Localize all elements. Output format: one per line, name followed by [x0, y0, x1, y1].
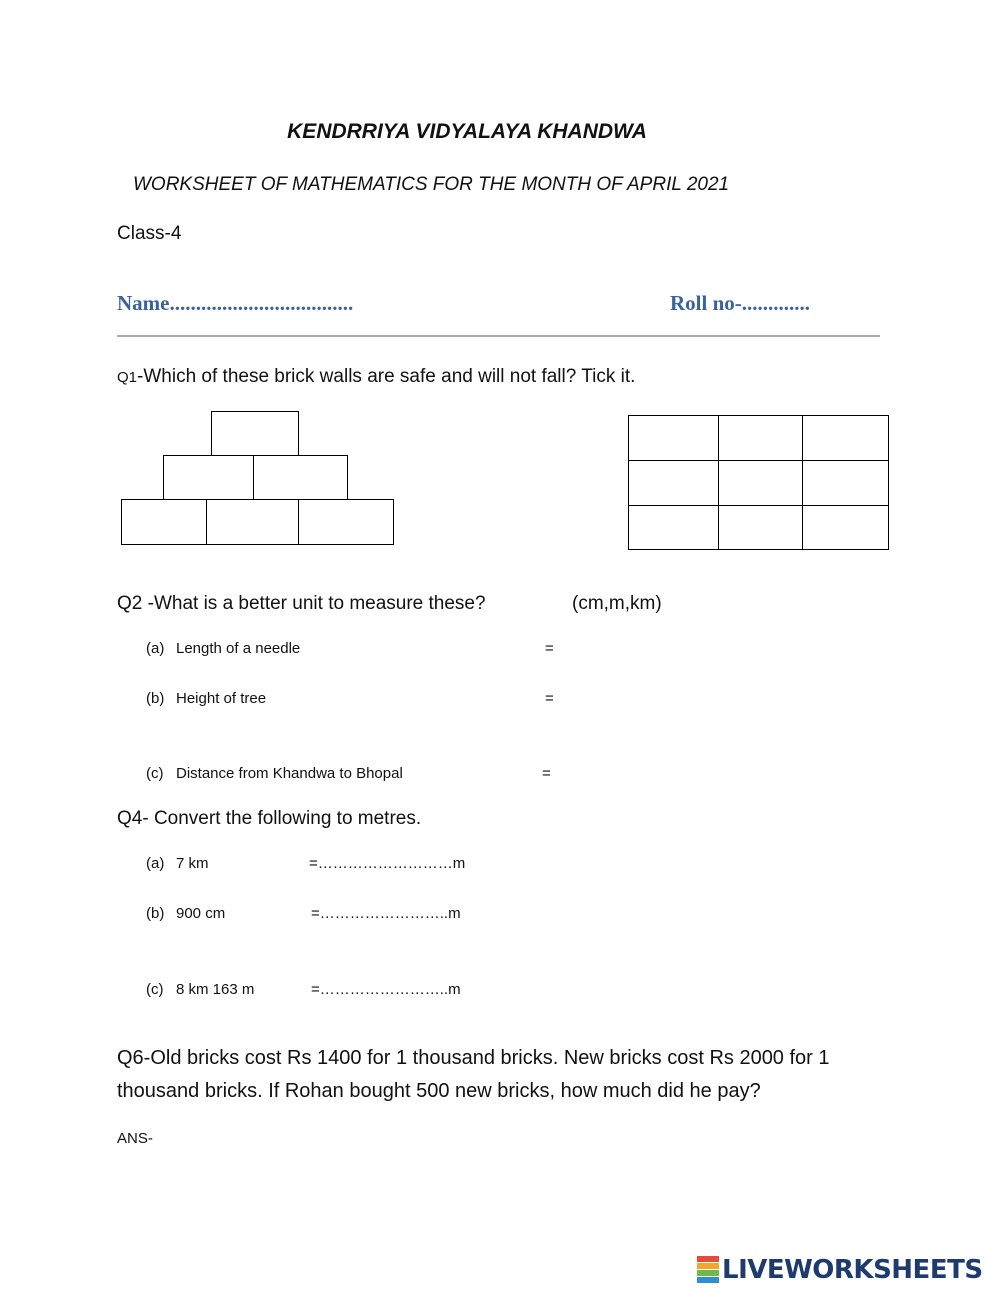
q4-item-c-answer[interactable]: =……………………..m: [311, 981, 461, 998]
brick: [298, 499, 394, 545]
q4-item-c-label: (c): [146, 981, 164, 998]
q1-text: -Which of these brick walls are safe and will not fall? Tick it.: [137, 366, 636, 387]
liveworksheets-logo: [697, 1252, 983, 1288]
roll-no-field[interactable]: Roll no-.............: [670, 291, 811, 315]
q2-item-b-answer[interactable]: =: [545, 690, 554, 707]
liveworksheets-brand: LIVEWORKSHEETS: [722, 1255, 983, 1285]
q2-item-b-label: (b): [146, 690, 165, 707]
q2-question: Q2 -What is a better unit to measure these?: [117, 593, 486, 614]
q4-item-a-answer[interactable]: =………………………m: [309, 855, 466, 872]
q2-item-c-text: Distance from Khandwa to Bhopal: [176, 765, 403, 782]
q4-item-b-text: 900 cm: [176, 905, 226, 922]
q4-item-b-label: (b): [146, 905, 165, 922]
q6-question-line1: Q6-Old bricks cost Rs 1400 for 1 thousand bricks. New bricks cost Rs 2000 for 1: [117, 1047, 830, 1069]
grid-line: [629, 505, 888, 506]
q2-item-c-label: (c): [146, 765, 164, 782]
liveworksheets-logo-icon: [697, 1256, 719, 1284]
brick: [253, 455, 348, 500]
q4-item-c-text: 8 km 163 m: [176, 981, 255, 998]
q4-item-a-label: (a): [146, 855, 165, 872]
grid-line: [718, 416, 719, 549]
class-label: Class-4: [117, 223, 182, 244]
q2-units: (cm,m,km): [572, 593, 662, 614]
grid-line: [629, 460, 888, 461]
q1-question: [117, 366, 635, 388]
school-title: KENDRRIYA VIDYALAYA KHANDWA: [287, 120, 647, 143]
q1-prefix: Q1: [117, 369, 138, 386]
grid-brick-wall[interactable]: [628, 415, 889, 550]
q6-answer-field[interactable]: ANS-: [117, 1130, 153, 1147]
q2-item-a-answer[interactable]: =: [545, 640, 554, 657]
brick: [211, 411, 299, 456]
q4-question: Q4- Convert the following to metres.: [117, 808, 422, 829]
header-divider: [117, 335, 880, 337]
q2-item-b-text: Height of tree: [176, 690, 267, 707]
worksheet-subtitle: WORKSHEET OF MATHEMATICS FOR THE MONTH OF APRIL 2021: [133, 174, 730, 195]
q4-item-b-answer[interactable]: =……………………..m: [311, 905, 461, 922]
q4-item-a-text: 7 km: [176, 855, 209, 872]
q2-item-c-answer[interactable]: =: [542, 765, 551, 782]
brick: [163, 455, 254, 500]
grid-line: [802, 416, 803, 549]
name-field[interactable]: Name...................................: [117, 291, 354, 315]
brick: [121, 499, 207, 545]
brick: [206, 499, 299, 545]
q6-question-line2: thousand bricks. If Rohan bought 500 new bricks, how much did he pay?: [117, 1080, 761, 1102]
q2-item-a-label: (a): [146, 640, 165, 657]
q2-item-a-text: Length of a needle: [176, 640, 301, 657]
